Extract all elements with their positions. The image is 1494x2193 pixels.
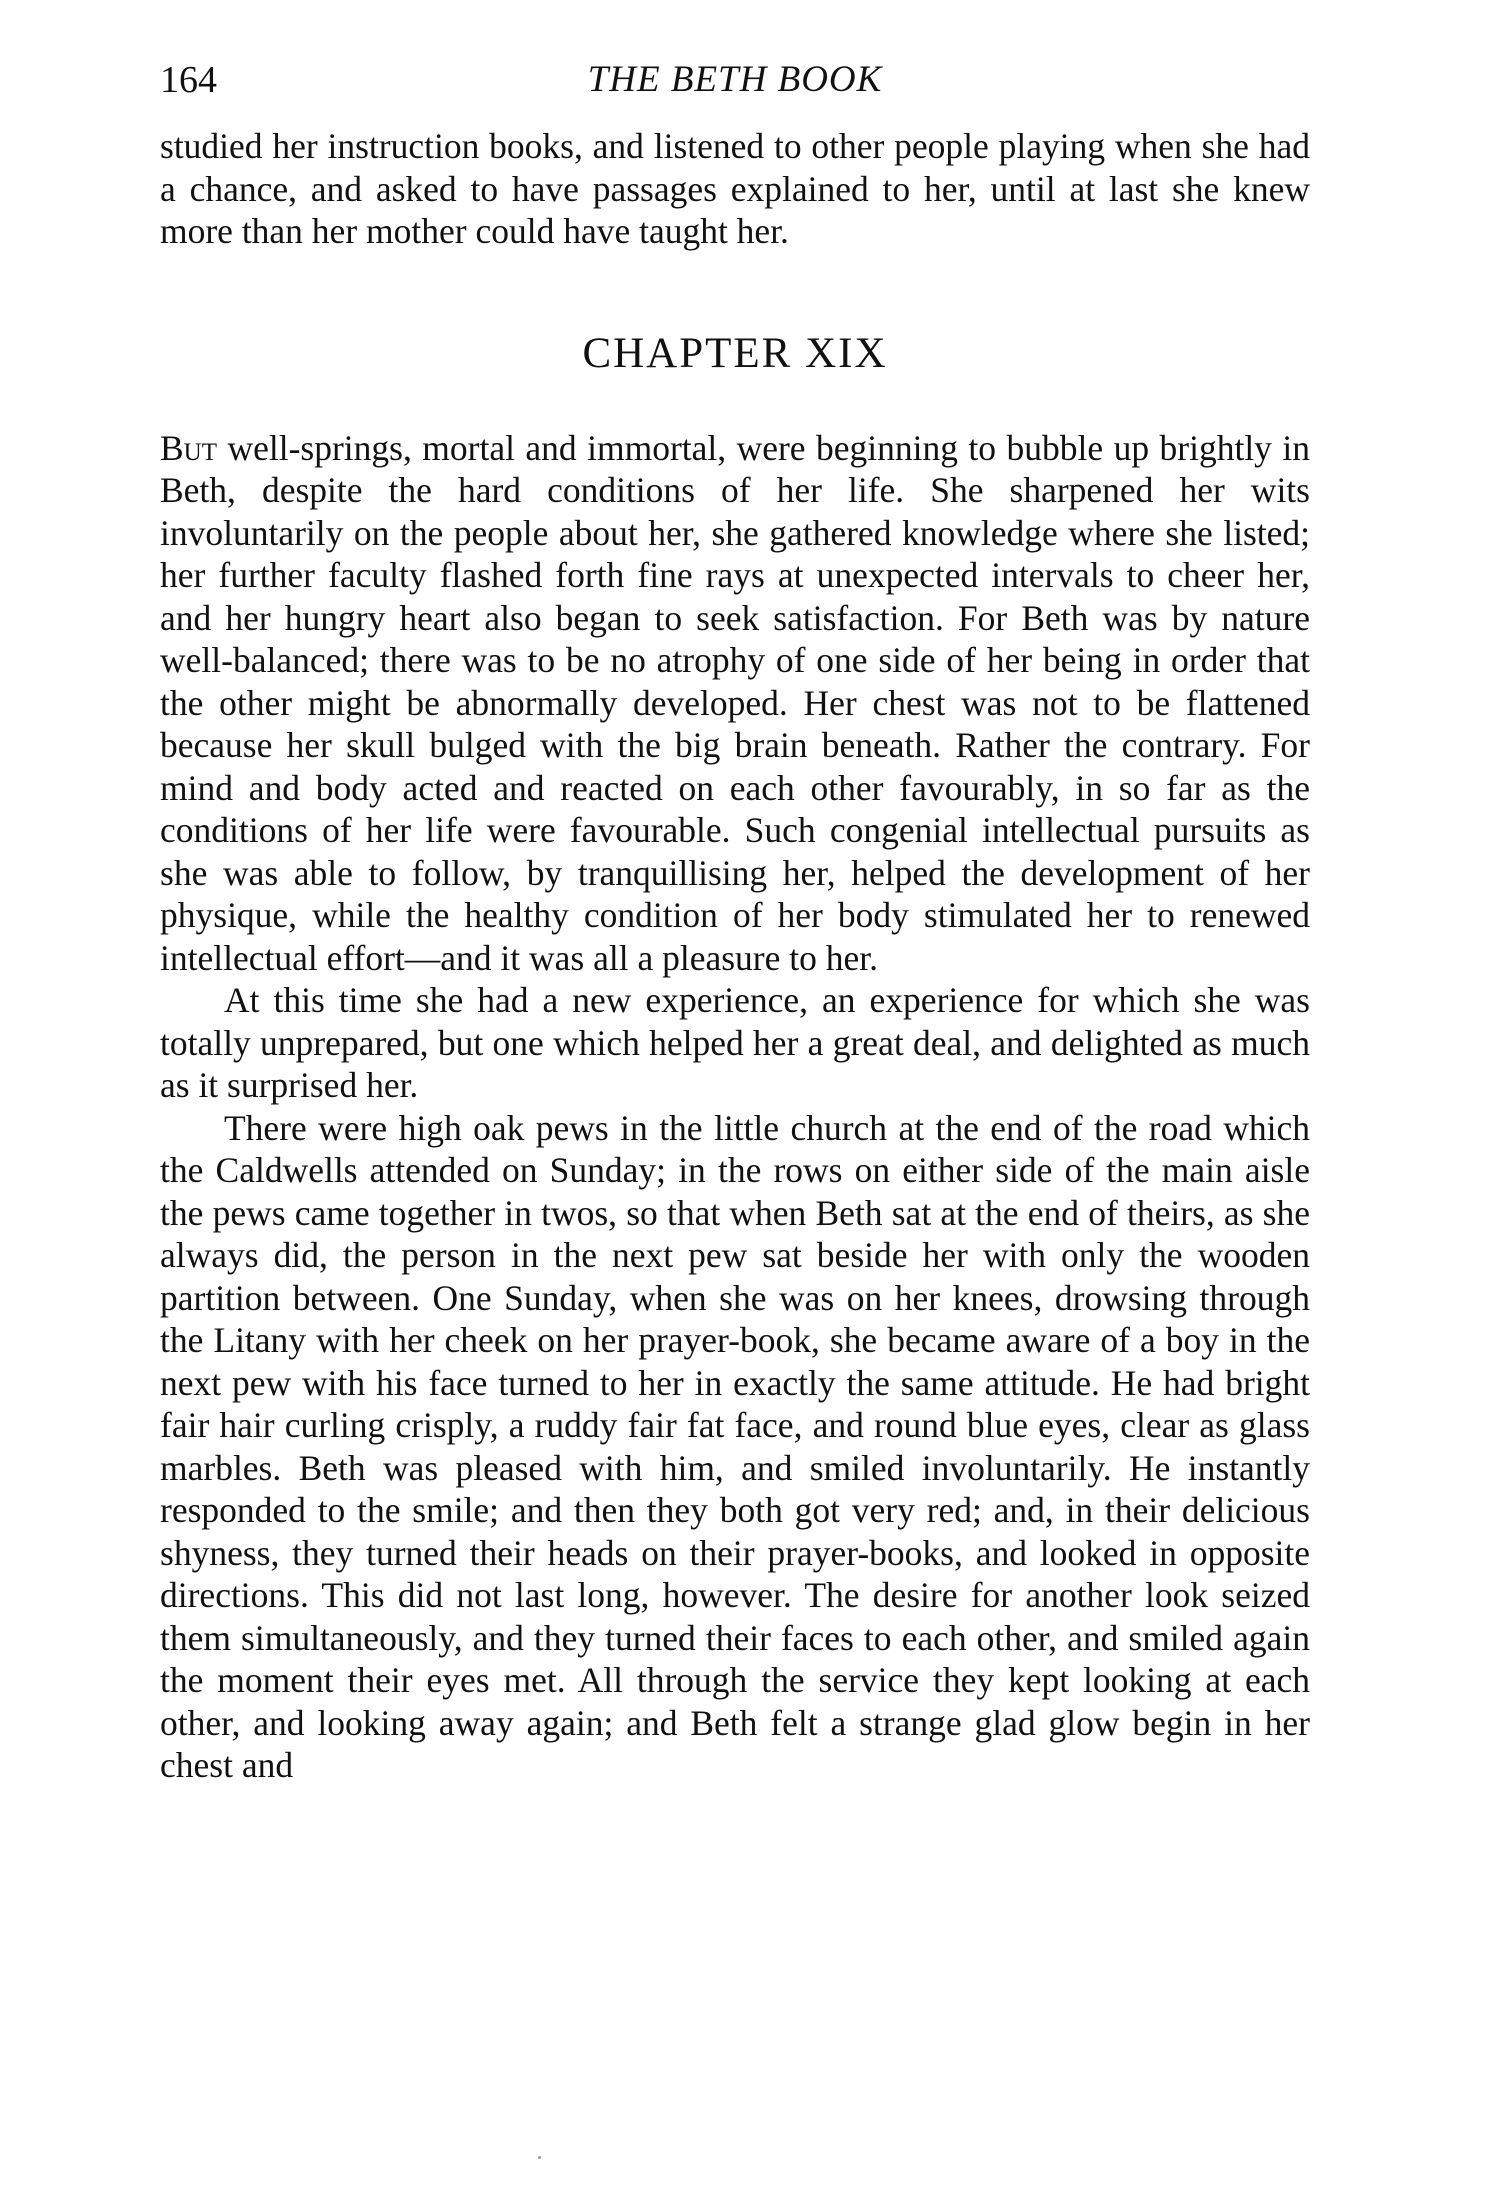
page-number: 164 xyxy=(160,59,217,101)
chapter-paragraph-1 xyxy=(160,427,1310,980)
page-body xyxy=(160,125,1310,1787)
chapter-title: CHAPTER XIX xyxy=(582,329,888,377)
chapter-paragraph-1-text: well-springs, mortal and immortal, were beginning to bubble up brightly in Beth, despite the hard conditions of her life. She sharpened her wits involuntarily on the people about her, she gathered knowledge where she listed; her further faculty flashed forth fine rays at unexpected intervals to cheer her, and her hungry heart also began to seek satisfaction. For Beth was by nature well-balanced; there was to be no atrophy of one side of her being in order that the other might be abnormally developed. Her chest was not to be flattened because her skull bulged with the big brain beneath. Rather the contrary. For mind and body acted and reacted on each other favourably, in so far as the conditions of her life were favourable. Such congenial intellectual pursuits as she was able to follow, by tranquillising her, helped the development of her physique, while the healthy condition of her body stimulated her to renewed intellectual effort—and it was all a pleasure to her. xyxy=(160,427,1310,978)
opening-paragraph: studied her instruction books, and listened to other people playing when she had a chance, and asked to have passages explained to her, until at last she knew more than her mother could have taught her. xyxy=(160,126,1310,251)
chapter-paragraph-2: At this time she had a new experience, an experience for which she was totally unprepared, but one which helped her a great deal, and delighted as much as it surprised her. xyxy=(160,980,1310,1105)
page-header xyxy=(160,52,1310,108)
chapter-lead-word: But xyxy=(160,427,218,468)
running-title: THE BETH BOOK xyxy=(587,59,883,100)
print-speck xyxy=(538,2156,541,2159)
chapter-paragraph-3: There were high oak pews in the little church at the end of the road which the Caldwells attended on Sunday; in the rows on either side of the main aisle the pews came together in twos, so that when Beth sat at the end of theirs, as she always did, the person in the next pew sat beside her with only the wooden partition between. One Sunday, when she was on her knees, drowsing through the Litany with her cheek on her prayer-book, she became aware of a boy in the next pew with his face turned to her in exactly the same attitude. He had bright fair hair curling crisply, a ruddy fair fat face, and round blue eyes, clear as glass marbles. Beth was pleased with him, and smiled involuntarily. He instantly responded to the smile; and then they both got very red; and, in their delicious shyness, they turned their heads on their prayer-books, and looked in opposite directions. This did not last long, however. The desire for another look seized them simultaneously, and they turned their faces to each other, and smiled again the moment their eyes met. All through the service they kept looking at each other, and looking away again; and Beth felt a strange glad glow begin in her chest and xyxy=(160,1107,1310,1785)
